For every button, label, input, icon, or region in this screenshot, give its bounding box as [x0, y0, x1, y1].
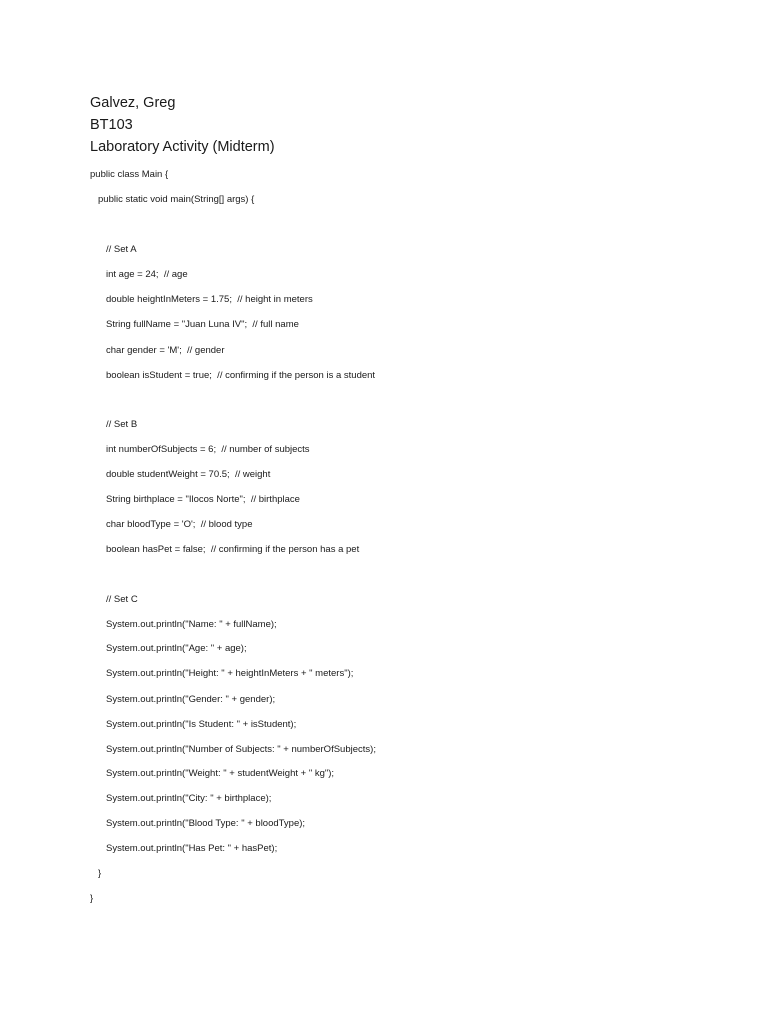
section-code: BT103	[90, 117, 133, 133]
code-line: System.out.println("Height: " + heightInMeters + " meters");	[106, 668, 354, 679]
code-line: double studentWeight = 70.5; // weight	[106, 469, 271, 480]
set-c-comment: // Set C	[106, 594, 138, 605]
code-line: System.out.println("Name: " + fullName);	[106, 619, 277, 630]
set-a-comment: // Set A	[106, 244, 137, 255]
main-method-declaration: public static void main(String[] args) {	[98, 194, 255, 205]
code-line: int numberOfSubjects = 6; // number of subjects	[106, 444, 310, 455]
code-line: double heightInMeters = 1.75; // height in meters	[106, 294, 313, 305]
code-line: boolean hasPet = false; // confirming if the person has a pet	[106, 544, 360, 555]
code-line: String fullName = "Juan Luna IV"; // full name	[106, 319, 299, 330]
author-name: Galvez, Greg	[90, 95, 176, 111]
class-close-brace: }	[90, 893, 94, 904]
code-line: System.out.println("Number of Subjects: " + numberOfSubjects);	[106, 744, 376, 755]
code-line: System.out.println("Weight: " + studentWeight + " kg");	[106, 768, 335, 779]
code-line: boolean isStudent = true; // confirming if the person is a student	[106, 370, 376, 381]
code-line: System.out.println("Age: " + age);	[106, 643, 247, 654]
activity-title: Laboratory Activity (Midterm)	[90, 139, 275, 155]
set-b-comment: // Set B	[106, 419, 138, 430]
code-line: char gender = 'M'; // gender	[106, 345, 225, 356]
code-line: int age = 24; // age	[106, 269, 188, 280]
code-line: System.out.println("City: " + birthplace);	[106, 793, 272, 804]
class-declaration: public class Main {	[90, 169, 169, 180]
code-line: System.out.println("Blood Type: " + bloodType);	[106, 818, 306, 829]
code-line: char bloodType = 'O'; // blood type	[106, 519, 253, 530]
code-line: System.out.println("Gender: " + gender);	[106, 694, 276, 705]
code-line: System.out.println("Is Student: " + isStudent);	[106, 719, 297, 730]
code-line: System.out.println("Has Pet: " + hasPet);	[106, 843, 278, 854]
main-method-close-brace: }	[98, 868, 102, 879]
code-line: String birthplace = "Ilocos Norte"; // birthplace	[106, 494, 300, 505]
